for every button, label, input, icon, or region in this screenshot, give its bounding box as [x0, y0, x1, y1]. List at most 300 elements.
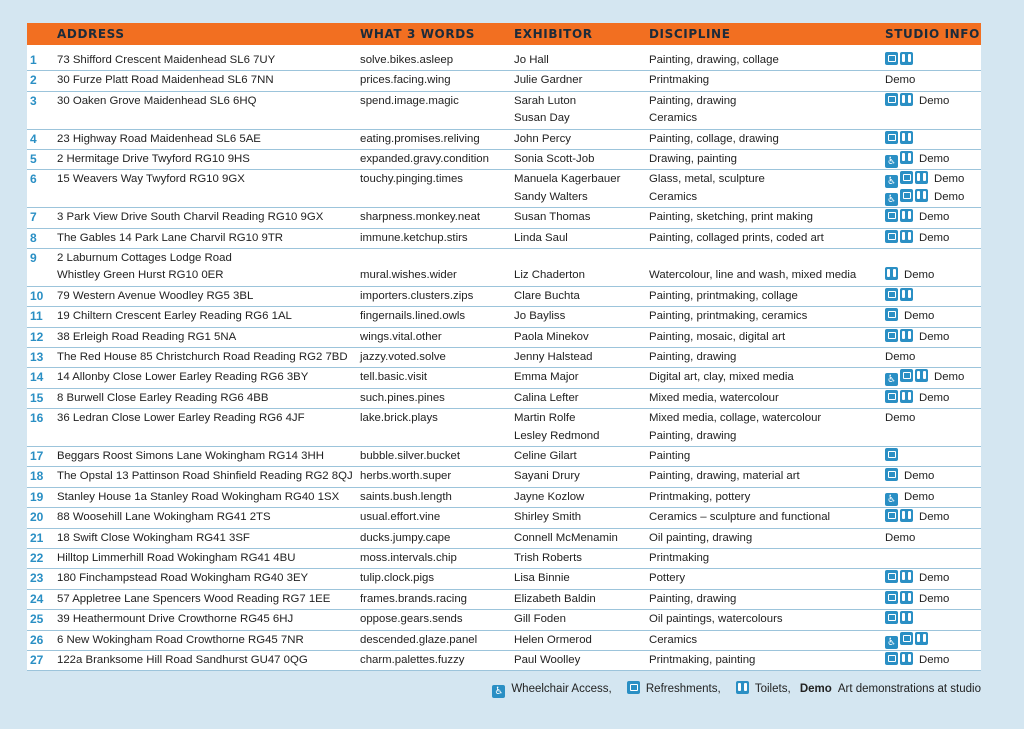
refreshments-icon	[900, 171, 913, 184]
exhibitor-line: Clare Buchta	[514, 289, 580, 302]
exhibitor-line: Sayani Drury	[514, 470, 580, 483]
address-cell	[53, 508, 356, 528]
address-cell	[53, 447, 356, 467]
exhibitor-line: Elizabeth Baldin	[514, 592, 596, 605]
exhibitor-cell	[510, 348, 645, 368]
row-number: 27	[27, 651, 53, 671]
address-cell	[53, 170, 356, 208]
exhibitor-line: Liz Chaderton	[514, 269, 585, 282]
studio-info-line	[885, 250, 981, 267]
discipline-cell	[645, 549, 881, 569]
address-line: 8 Burwell Close Earley Reading RG6 4BB	[57, 391, 269, 404]
what-3-words-cell	[356, 549, 510, 569]
demo-label: Demo	[919, 391, 950, 404]
exhibitor-line: Susan Thomas	[514, 211, 591, 224]
table-row	[27, 508, 981, 528]
refreshments-icon	[627, 681, 640, 694]
exhibitor-cell	[510, 51, 645, 71]
studio-info-cell	[881, 409, 981, 447]
table-row	[27, 388, 981, 408]
exhibitor-line	[514, 250, 645, 267]
address-cell	[53, 610, 356, 630]
table-row	[27, 348, 981, 368]
discipline-line: Digital art, clay, mixed media	[649, 371, 794, 384]
demo-label: Demo	[919, 211, 950, 224]
address-cell	[53, 307, 356, 327]
table-row	[27, 249, 981, 287]
studio-info-cell	[881, 71, 981, 91]
what-3-words-cell	[356, 286, 510, 306]
address-line: 79 Western Avenue Woodley RG5 3BL	[57, 289, 254, 302]
studio-info-cell	[881, 630, 981, 650]
toilets-icon	[900, 131, 913, 144]
toilets-icon	[915, 189, 928, 202]
toilets-icon	[900, 230, 913, 243]
toilets-icon	[915, 369, 928, 382]
exhibitor-line: Sonia Scott-Job	[514, 153, 595, 165]
discipline-cell	[645, 228, 881, 248]
exhibitor-line: Susan Day	[514, 112, 570, 125]
studio-table	[27, 23, 981, 671]
discipline-cell	[645, 71, 881, 91]
what-3-words-line: tulip.clock.pigs	[360, 572, 435, 585]
exhibitor-cell	[510, 91, 645, 129]
exhibitor-line: Julie Gardner	[514, 74, 583, 87]
address-line: 6 New Wokingham Road Crowthorne RG45 7NR	[57, 633, 304, 646]
refreshments-icon	[885, 131, 898, 144]
table-row	[27, 487, 981, 507]
discipline-line: Painting, drawing	[649, 94, 737, 107]
wheelchair-icon: ♿	[885, 373, 898, 386]
row-number: 26	[27, 630, 53, 650]
studio-info-line	[885, 652, 981, 669]
what-3-words-cell	[356, 467, 510, 487]
discipline-cell	[645, 610, 881, 630]
studio-info-line	[885, 72, 981, 89]
row-number: 21	[27, 528, 53, 548]
what-3-words-cell	[356, 388, 510, 408]
header-what-3-words: WHAT 3 WORDS	[356, 23, 510, 45]
toilets-icon	[900, 652, 913, 665]
table-row	[27, 467, 981, 487]
what-3-words-line: spend.image.magic	[360, 94, 459, 107]
discipline-cell	[645, 528, 881, 548]
wheelchair-icon: ♿	[885, 193, 898, 206]
refreshments-icon	[885, 288, 898, 301]
refreshments-icon	[900, 632, 913, 645]
discipline-cell	[645, 286, 881, 306]
exhibitor-cell	[510, 307, 645, 327]
exhibitor-line: Jenny Halstead	[514, 351, 593, 363]
row-number: 7	[27, 208, 53, 228]
what-3-words-cell	[356, 51, 510, 71]
row-number: 22	[27, 549, 53, 569]
address-line: Stanley House 1a Stanley Road Wokingham RG40 1SX	[57, 490, 340, 503]
address-line: Hilltop Limmerhill Road Wokingham RG41 4BU	[57, 552, 296, 565]
legend	[490, 681, 981, 698]
table-row	[27, 170, 981, 208]
row-number: 9	[27, 249, 53, 287]
toilets-icon	[900, 509, 913, 522]
discipline-line: Glass, metal, sculpture	[649, 173, 765, 186]
what-3-words-line: prices.facing.wing	[360, 74, 451, 87]
legend-demo-text: Art demonstrations at studio	[837, 683, 981, 695]
demo-label: Demo	[904, 490, 935, 503]
studio-info-line	[885, 489, 981, 506]
studio-info-line	[885, 448, 981, 465]
address-line: The Gables 14 Park Lane Charvil RG10 9TR	[57, 231, 284, 244]
row-number: 12	[27, 327, 53, 347]
refreshments-icon	[885, 448, 898, 461]
exhibitor-cell	[510, 549, 645, 569]
toilets-icon	[885, 267, 898, 280]
table-row	[27, 208, 981, 228]
address-line: The Opstal 13 Pattinson Road Shinfield Reading RG2 8QJ	[57, 470, 353, 483]
row-number: 16	[27, 409, 53, 447]
discipline-cell	[645, 447, 881, 467]
demo-label: Demo	[919, 572, 950, 585]
address-line: 30 Oaken Grove Maidenhead SL6 6HQ	[57, 94, 257, 107]
address-cell	[53, 150, 356, 170]
row-number: 5	[27, 150, 53, 170]
demo-label: Demo	[934, 173, 965, 186]
exhibitor-line: Shirley Smith	[514, 511, 582, 524]
address-line: 38 Erleigh Road Reading RG1 5NA	[57, 330, 237, 343]
toilets-icon	[900, 209, 913, 222]
what-3-words-line: oppose.gears.sends	[360, 613, 463, 626]
exhibitor-cell	[510, 467, 645, 487]
toilets-icon	[900, 390, 913, 403]
refreshments-icon	[885, 509, 898, 522]
what-3-words-cell	[356, 170, 510, 208]
demo-label: Demo	[885, 74, 916, 87]
what-3-words-cell	[356, 630, 510, 650]
discipline-line: Printmaking, pottery	[649, 490, 751, 503]
studio-info-line	[885, 509, 981, 526]
header-number	[27, 23, 53, 45]
studio-info-line	[885, 611, 981, 628]
table-row	[27, 129, 981, 149]
discipline-cell	[645, 51, 881, 71]
demo-label: Demo	[919, 592, 950, 605]
address-line: The Red House 85 Christchurch Road Reading RG2 7BD	[57, 351, 348, 363]
discipline-cell	[645, 409, 881, 447]
exhibitor-line: Calina Lefter	[514, 391, 579, 404]
toilets-icon	[915, 171, 928, 184]
studio-info-line	[885, 308, 981, 325]
what-3-words-line: lake.brick.plays	[360, 412, 438, 425]
what-3-words-line: expanded.gravy.condition	[360, 153, 489, 165]
address-line: 36 Ledran Close Lower Earley Reading RG6 4JF	[57, 412, 305, 425]
table-body	[27, 51, 981, 671]
studio-info-cell	[881, 569, 981, 589]
discipline-line: Oil paintings, watercolours	[649, 613, 783, 626]
what-3-words-cell	[356, 150, 510, 170]
address-cell	[53, 630, 356, 650]
exhibitor-cell	[510, 447, 645, 467]
exhibitor-line: Trish Roberts	[514, 552, 582, 565]
address-cell	[53, 327, 356, 347]
demo-label: Demo	[919, 654, 950, 667]
studio-info-line	[885, 151, 981, 168]
refreshments-icon	[885, 52, 898, 65]
discipline-cell	[645, 348, 881, 368]
studio-info-cell	[881, 508, 981, 528]
table-row	[27, 286, 981, 306]
discipline-line: Mixed media, watercolour	[649, 391, 779, 404]
studio-info-cell	[881, 150, 981, 170]
row-number: 20	[27, 508, 53, 528]
exhibitor-line: Paul Woolley	[514, 654, 581, 667]
what-3-words-cell	[356, 409, 510, 447]
table-header-row	[27, 23, 981, 45]
toilets-icon	[900, 570, 913, 583]
table-row	[27, 307, 981, 327]
address-cell	[53, 51, 356, 71]
address-cell	[53, 368, 356, 388]
exhibitor-cell	[510, 228, 645, 248]
discipline-cell	[645, 129, 881, 149]
what-3-words-line: ducks.jumpy.cape	[360, 531, 451, 544]
address-cell	[53, 409, 356, 447]
wheelchair-icon: ♿	[492, 685, 505, 698]
discipline-cell	[645, 150, 881, 170]
row-number: 24	[27, 589, 53, 609]
row-number: 8	[27, 228, 53, 248]
row-number: 2	[27, 71, 53, 91]
exhibitor-cell	[510, 327, 645, 347]
discipline-cell	[645, 327, 881, 347]
studio-info-line	[885, 209, 981, 226]
exhibitor-line: Lesley Redmond	[514, 429, 600, 442]
what-3-words-line: mural.wishes.wider	[360, 269, 457, 282]
demo-label: Demo	[934, 190, 965, 203]
address-cell	[53, 286, 356, 306]
refreshments-icon	[900, 189, 913, 202]
table-row	[27, 327, 981, 347]
row-number: 19	[27, 487, 53, 507]
studio-info-line	[885, 468, 981, 485]
discipline-line: Painting, collage, drawing	[649, 132, 779, 145]
legend-wheelchair-label: Wheelchair Access,	[511, 683, 612, 695]
what-3-words-cell	[356, 327, 510, 347]
address-line: 2 Hermitage Drive Twyford RG10 9HS	[57, 153, 250, 165]
address-line: 14 Allonby Close Lower Earley Reading RG6 3BY	[57, 371, 309, 384]
discipline-line	[649, 250, 881, 267]
discipline-cell	[645, 569, 881, 589]
address-line: 122a Branksome Hill Road Sandhurst GU47 0QG	[57, 654, 308, 667]
exhibitor-cell	[510, 508, 645, 528]
toilets-icon	[900, 52, 913, 65]
studio-info-cell	[881, 549, 981, 569]
studio-info-cell	[881, 467, 981, 487]
header-studio-info: STUDIO INFO	[881, 23, 981, 45]
studio-info-line	[885, 52, 981, 69]
row-number: 6	[27, 170, 53, 208]
studio-info-line	[885, 390, 981, 407]
table-row	[27, 549, 981, 569]
discipline-line: Drawing, painting	[649, 153, 738, 165]
exhibitor-cell	[510, 610, 645, 630]
address-cell	[53, 249, 356, 287]
discipline-line: Ceramics	[649, 190, 698, 203]
studio-info-line	[885, 131, 981, 148]
address-line: 19 Chiltern Crescent Earley Reading RG6 1AL	[57, 310, 292, 323]
discipline-cell	[645, 388, 881, 408]
address-cell	[53, 348, 356, 368]
row-number: 15	[27, 388, 53, 408]
exhibitor-cell	[510, 208, 645, 228]
refreshments-icon	[885, 329, 898, 342]
legend-refreshments-label: Refreshments,	[645, 683, 721, 695]
studio-info-cell	[881, 487, 981, 507]
address-line: 73 Shifford Crescent Maidenhead SL6 7UY	[57, 54, 276, 66]
demo-label: Demo	[919, 511, 950, 524]
exhibitor-cell	[510, 286, 645, 306]
table-row	[27, 150, 981, 170]
discipline-cell	[645, 651, 881, 671]
discipline-line: Printmaking, painting	[649, 654, 756, 667]
discipline-cell	[645, 487, 881, 507]
demo-label: Demo	[934, 371, 965, 384]
header-address: ADDRESS	[53, 23, 356, 45]
what-3-words-cell	[356, 447, 510, 467]
exhibitor-line: Sarah Luton	[514, 94, 577, 107]
table-row	[27, 368, 981, 388]
address-cell	[53, 651, 356, 671]
what-3-words-line: such.pines.pines	[360, 391, 445, 404]
what-3-words-line: usual.effort.vine	[360, 511, 441, 524]
exhibitor-line: Linda Saul	[514, 231, 568, 244]
demo-label: Demo	[885, 531, 916, 544]
studio-info-cell	[881, 91, 981, 129]
exhibitor-line: Jo Bayliss	[514, 310, 566, 323]
studio-info-cell	[881, 286, 981, 306]
discipline-line: Painting, drawing	[649, 429, 737, 442]
exhibitor-line: Helen Ormerod	[514, 633, 592, 646]
what-3-words-cell	[356, 307, 510, 327]
exhibitor-line: Gill Foden	[514, 613, 566, 626]
row-number: 1	[27, 51, 53, 71]
exhibitor-cell	[510, 487, 645, 507]
address-line: Beggars Roost Simons Lane Wokingham RG14 3HH	[57, 450, 324, 462]
row-number: 13	[27, 348, 53, 368]
studio-info-cell	[881, 129, 981, 149]
row-number: 17	[27, 447, 53, 467]
studio-info-cell	[881, 528, 981, 548]
studio-info-line	[885, 171, 981, 188]
what-3-words-cell	[356, 71, 510, 91]
exhibitor-cell	[510, 129, 645, 149]
address-cell	[53, 208, 356, 228]
exhibitor-cell	[510, 528, 645, 548]
discipline-line: Painting, drawing, material art	[649, 470, 800, 483]
what-3-words-line: importers.clusters.zips	[360, 289, 474, 302]
exhibitor-cell	[510, 368, 645, 388]
what-3-words-cell	[356, 589, 510, 609]
discipline-cell	[645, 589, 881, 609]
table-row	[27, 569, 981, 589]
table-row	[27, 589, 981, 609]
exhibitor-cell	[510, 388, 645, 408]
studio-info-cell	[881, 651, 981, 671]
discipline-line: Pottery	[649, 572, 686, 585]
discipline-cell	[645, 467, 881, 487]
what-3-words-line: frames.brands.racing	[360, 592, 467, 605]
what-3-words-line: fingernails.lined.owls	[360, 310, 466, 323]
address-line: 18 Swift Close Wokingham RG41 3SF	[57, 531, 250, 544]
demo-label: Demo	[919, 153, 950, 165]
discipline-line: Painting, mosaic, digital art	[649, 330, 786, 343]
studio-info-cell	[881, 170, 981, 208]
toilets-icon	[900, 151, 913, 164]
exhibitor-cell	[510, 71, 645, 91]
exhibitor-cell	[510, 150, 645, 170]
row-number: 11	[27, 307, 53, 327]
studio-info-line	[885, 349, 981, 366]
studio-info-cell	[881, 447, 981, 467]
legend-toilets-label: Toilets,	[754, 683, 791, 695]
row-number: 4	[27, 129, 53, 149]
header-exhibitor: EXHIBITOR	[510, 23, 645, 45]
discipline-line: Ceramics	[649, 112, 698, 125]
row-number: 10	[27, 286, 53, 306]
address-cell	[53, 569, 356, 589]
address-cell	[53, 129, 356, 149]
exhibitor-line: Jayne Kozlow	[514, 490, 585, 503]
row-number: 14	[27, 368, 53, 388]
demo-label: Demo	[885, 412, 916, 425]
what-3-words-line: touchy.pinging.times	[360, 173, 463, 186]
address-cell	[53, 589, 356, 609]
what-3-words-cell	[356, 368, 510, 388]
exhibitor-line: John Percy	[514, 132, 571, 145]
what-3-words-cell	[356, 528, 510, 548]
discipline-line: Ceramics – sculpture and functional	[649, 511, 831, 524]
discipline-line: Painting, sketching, print making	[649, 211, 813, 224]
studio-info-cell	[881, 368, 981, 388]
studio-info-cell	[881, 327, 981, 347]
discipline-cell	[645, 208, 881, 228]
address-line: 30 Furze Platt Road Maidenhead SL6 7NN	[57, 74, 274, 87]
discipline-line: Printmaking	[649, 552, 710, 565]
toilets-icon	[915, 632, 928, 645]
exhibitor-line: Sandy Walters	[514, 190, 588, 203]
exhibitor-line: Martin Rolfe	[514, 412, 576, 425]
refreshments-icon	[885, 390, 898, 403]
discipline-cell	[645, 91, 881, 129]
demo-label: Demo	[904, 269, 935, 282]
toilets-icon	[900, 288, 913, 301]
exhibitor-line: Connell McMenamin	[514, 531, 618, 544]
exhibitor-line: Celine Gilart	[514, 450, 577, 462]
discipline-line: Ceramics	[649, 633, 698, 646]
what-3-words-line: wings.vital.other	[360, 330, 442, 343]
discipline-line: Painting, printmaking, collage	[649, 289, 798, 302]
wheelchair-icon: ♿	[885, 155, 898, 168]
table-row	[27, 228, 981, 248]
address-cell	[53, 467, 356, 487]
address-line: 88 Woosehill Lane Wokingham RG41 2TS	[57, 511, 271, 524]
refreshments-icon	[900, 369, 913, 382]
toilets-icon	[736, 681, 749, 694]
discipline-line: Watercolour, line and wash, mixed media	[649, 269, 857, 282]
row-number: 25	[27, 610, 53, 630]
studio-info-line	[885, 288, 981, 305]
header-discipline: DISCIPLINE	[645, 23, 881, 45]
address-cell	[53, 549, 356, 569]
refreshments-icon	[885, 93, 898, 106]
